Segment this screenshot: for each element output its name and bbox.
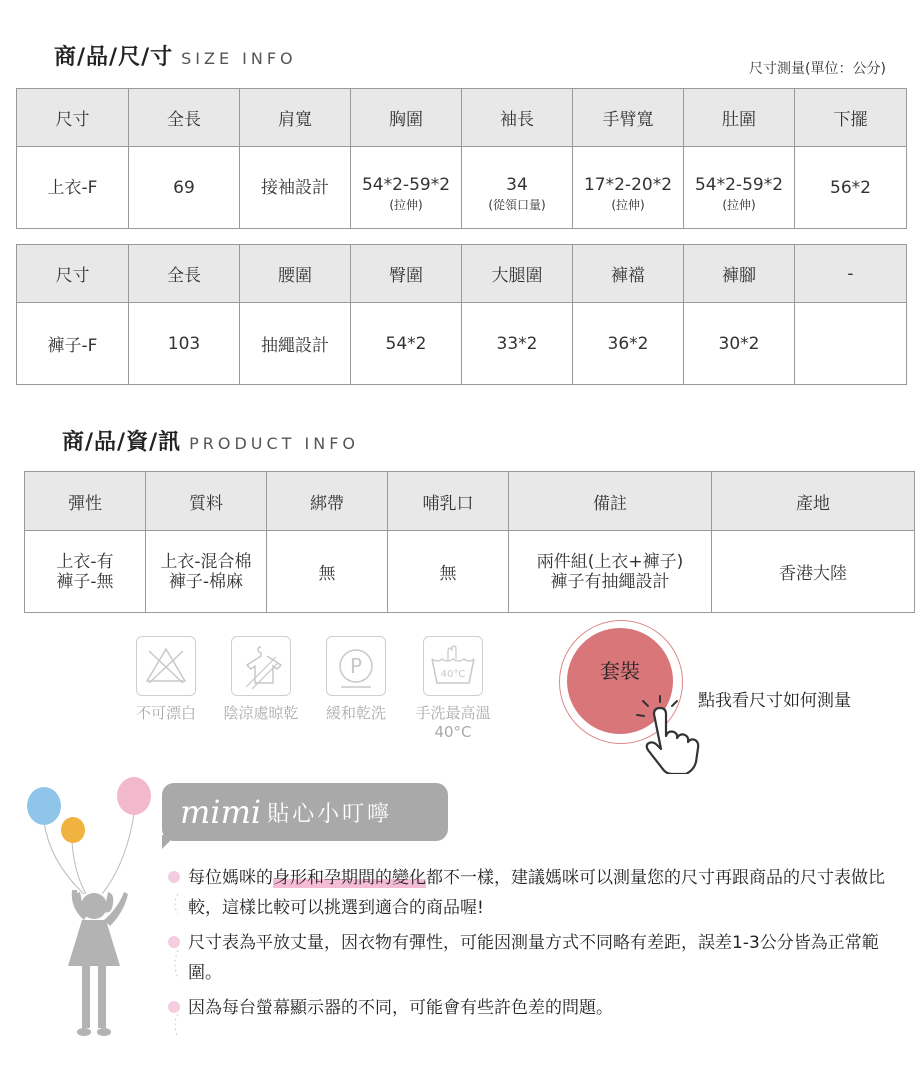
pants-header-empty: - [795,245,907,303]
svg-text:P: P [349,654,363,678]
table-cell: 36*2 [573,303,684,385]
no-bleach-icon [136,636,196,696]
product-info-title-cn: 商/品/資/訊 [62,430,182,455]
top-header-belly: 肚圍 [684,89,795,147]
table-cell: 香港大陸 [712,531,915,613]
tip-bullet [168,936,180,948]
pants-header-thigh: 大腿圍 [462,245,573,303]
tips-script-logo: mimi [180,793,262,831]
table-cell: 上衣-有 褲子-無 [25,531,146,613]
top-header-hem: 下擺 [795,89,907,147]
size-info-title [54,40,297,71]
size-info-title-cn: 商/品/尺/寸 [54,45,174,70]
product-header-origin: 產地 [712,472,915,531]
tip-item-1 [168,863,898,923]
pants-header-leg-opening: 褲腳 [684,245,795,303]
table-cell: 接袖設計 [240,147,351,229]
care-label-temp: 40°C [434,723,472,741]
tips-title: 貼心小叮嚀 [267,801,393,827]
tip-item-2 [168,928,898,988]
top-header-shoulder: 肩寬 [240,89,351,147]
blue-balloon [27,787,61,825]
table-cell: 54*2-59*2 (拉伸) [684,147,795,229]
orange-balloon [61,817,85,843]
tip-bullet [168,871,180,883]
table-row [25,531,915,613]
top-header-size: 尺寸 [17,89,129,147]
shade-dry-icon [231,636,291,696]
top-header-sleeve: 袖長 [462,89,573,147]
table-cell: 17*2-20*2 (拉伸) [573,147,684,229]
care-label: 緩和乾洗 [325,704,386,722]
table-cell: 30*2 [684,303,795,385]
care-label: 手洗最高溫 [415,704,491,722]
table-cell: 無 [388,531,509,613]
table-cell: 69 [129,147,240,229]
care-shade-dry [216,636,306,723]
table-cell: 56*2 [795,147,907,229]
care-hand-wash [408,636,498,741]
care-label: 不可漂白 [135,704,196,722]
table-cell [795,303,907,385]
product-info-table [24,471,915,613]
table-cell: 54*2 [351,303,462,385]
top-size-table [16,88,907,229]
care-label: 陰涼處晾乾 [223,704,299,722]
product-info-title-en: PRODUCT INFO [189,434,360,453]
top-header-length: 全長 [129,89,240,147]
top-header-chest: 胸圍 [351,89,462,147]
pants-header-length: 全長 [129,245,240,303]
gentle-dry-clean-icon [326,636,386,696]
tub-temperature: 40°C [440,669,466,680]
product-header-notes: 備註 [509,472,712,531]
tip-item-3 [168,993,898,1023]
pants-header-crotch: 褲襠 [573,245,684,303]
size-info-title-en: SIZE INFO [181,49,297,68]
tip-text: 尺寸表為平放丈量，因衣物有彈性，可能因測量方式不同略有差距，誤差1-3公分皆為正常範圍。 [188,933,879,983]
hand-wash-40-icon [423,636,483,696]
girl-silhouette [68,890,128,1036]
care-gentle-dry-clean [318,636,394,723]
table-cell: 103 [129,303,240,385]
table-cell: 上衣-F [17,147,129,229]
table-cell: 抽繩設計 [240,303,351,385]
table-cell: 54*2-59*2 (拉伸) [351,147,462,229]
care-no-bleach [128,636,204,723]
measure-guide-link[interactable]: 點我看尺寸如何測量 [698,691,851,711]
pink-balloon [117,777,151,815]
table-cell: 上衣-混合棉 褲子-棉麻 [146,531,267,613]
table-cell: 褲子-F [17,303,129,385]
pants-header-hip: 臀圍 [351,245,462,303]
table-cell: 兩件組(上衣+褲子) 褲子有抽繩設計 [509,531,712,613]
product-header-material: 質料 [146,472,267,531]
bubble-tail [162,835,176,849]
tip-text: 因為每台螢幕顯示器的不同，可能會有些許色差的問題。 [188,998,613,1018]
tip-highlight: 身形和孕期間的變化 [273,868,426,888]
product-header-strap: 綁帶 [267,472,388,531]
table-row [17,303,907,385]
table-cell: 34 (從領口量) [462,147,573,229]
top-header-arm: 手臂寬 [573,89,684,147]
tip-text: 每位媽咪的身形和孕期間的變化都不一樣，建議媽咪可以測量您的尺寸再跟商品的尺寸表做比較，這樣比較可以挑選到適合的商品喔! [188,868,885,918]
product-info-title [62,425,359,456]
pants-header-waist: 腰圍 [240,245,351,303]
tip-bullet [168,1001,180,1013]
pants-size-table [16,244,907,385]
table-cell: 33*2 [462,303,573,385]
product-header-nursing: 哺乳口 [388,472,509,531]
balloon-girl-illustration [22,770,172,1064]
tips-heading-bubble [162,783,448,841]
set-badge-label: 套裝 [600,658,640,683]
table-cell: 無 [267,531,388,613]
product-header-elasticity: 彈性 [25,472,146,531]
pants-header-size: 尺寸 [17,245,129,303]
table-row [17,147,907,229]
unit-note: 尺寸測量(單位：公分) [749,61,886,77]
